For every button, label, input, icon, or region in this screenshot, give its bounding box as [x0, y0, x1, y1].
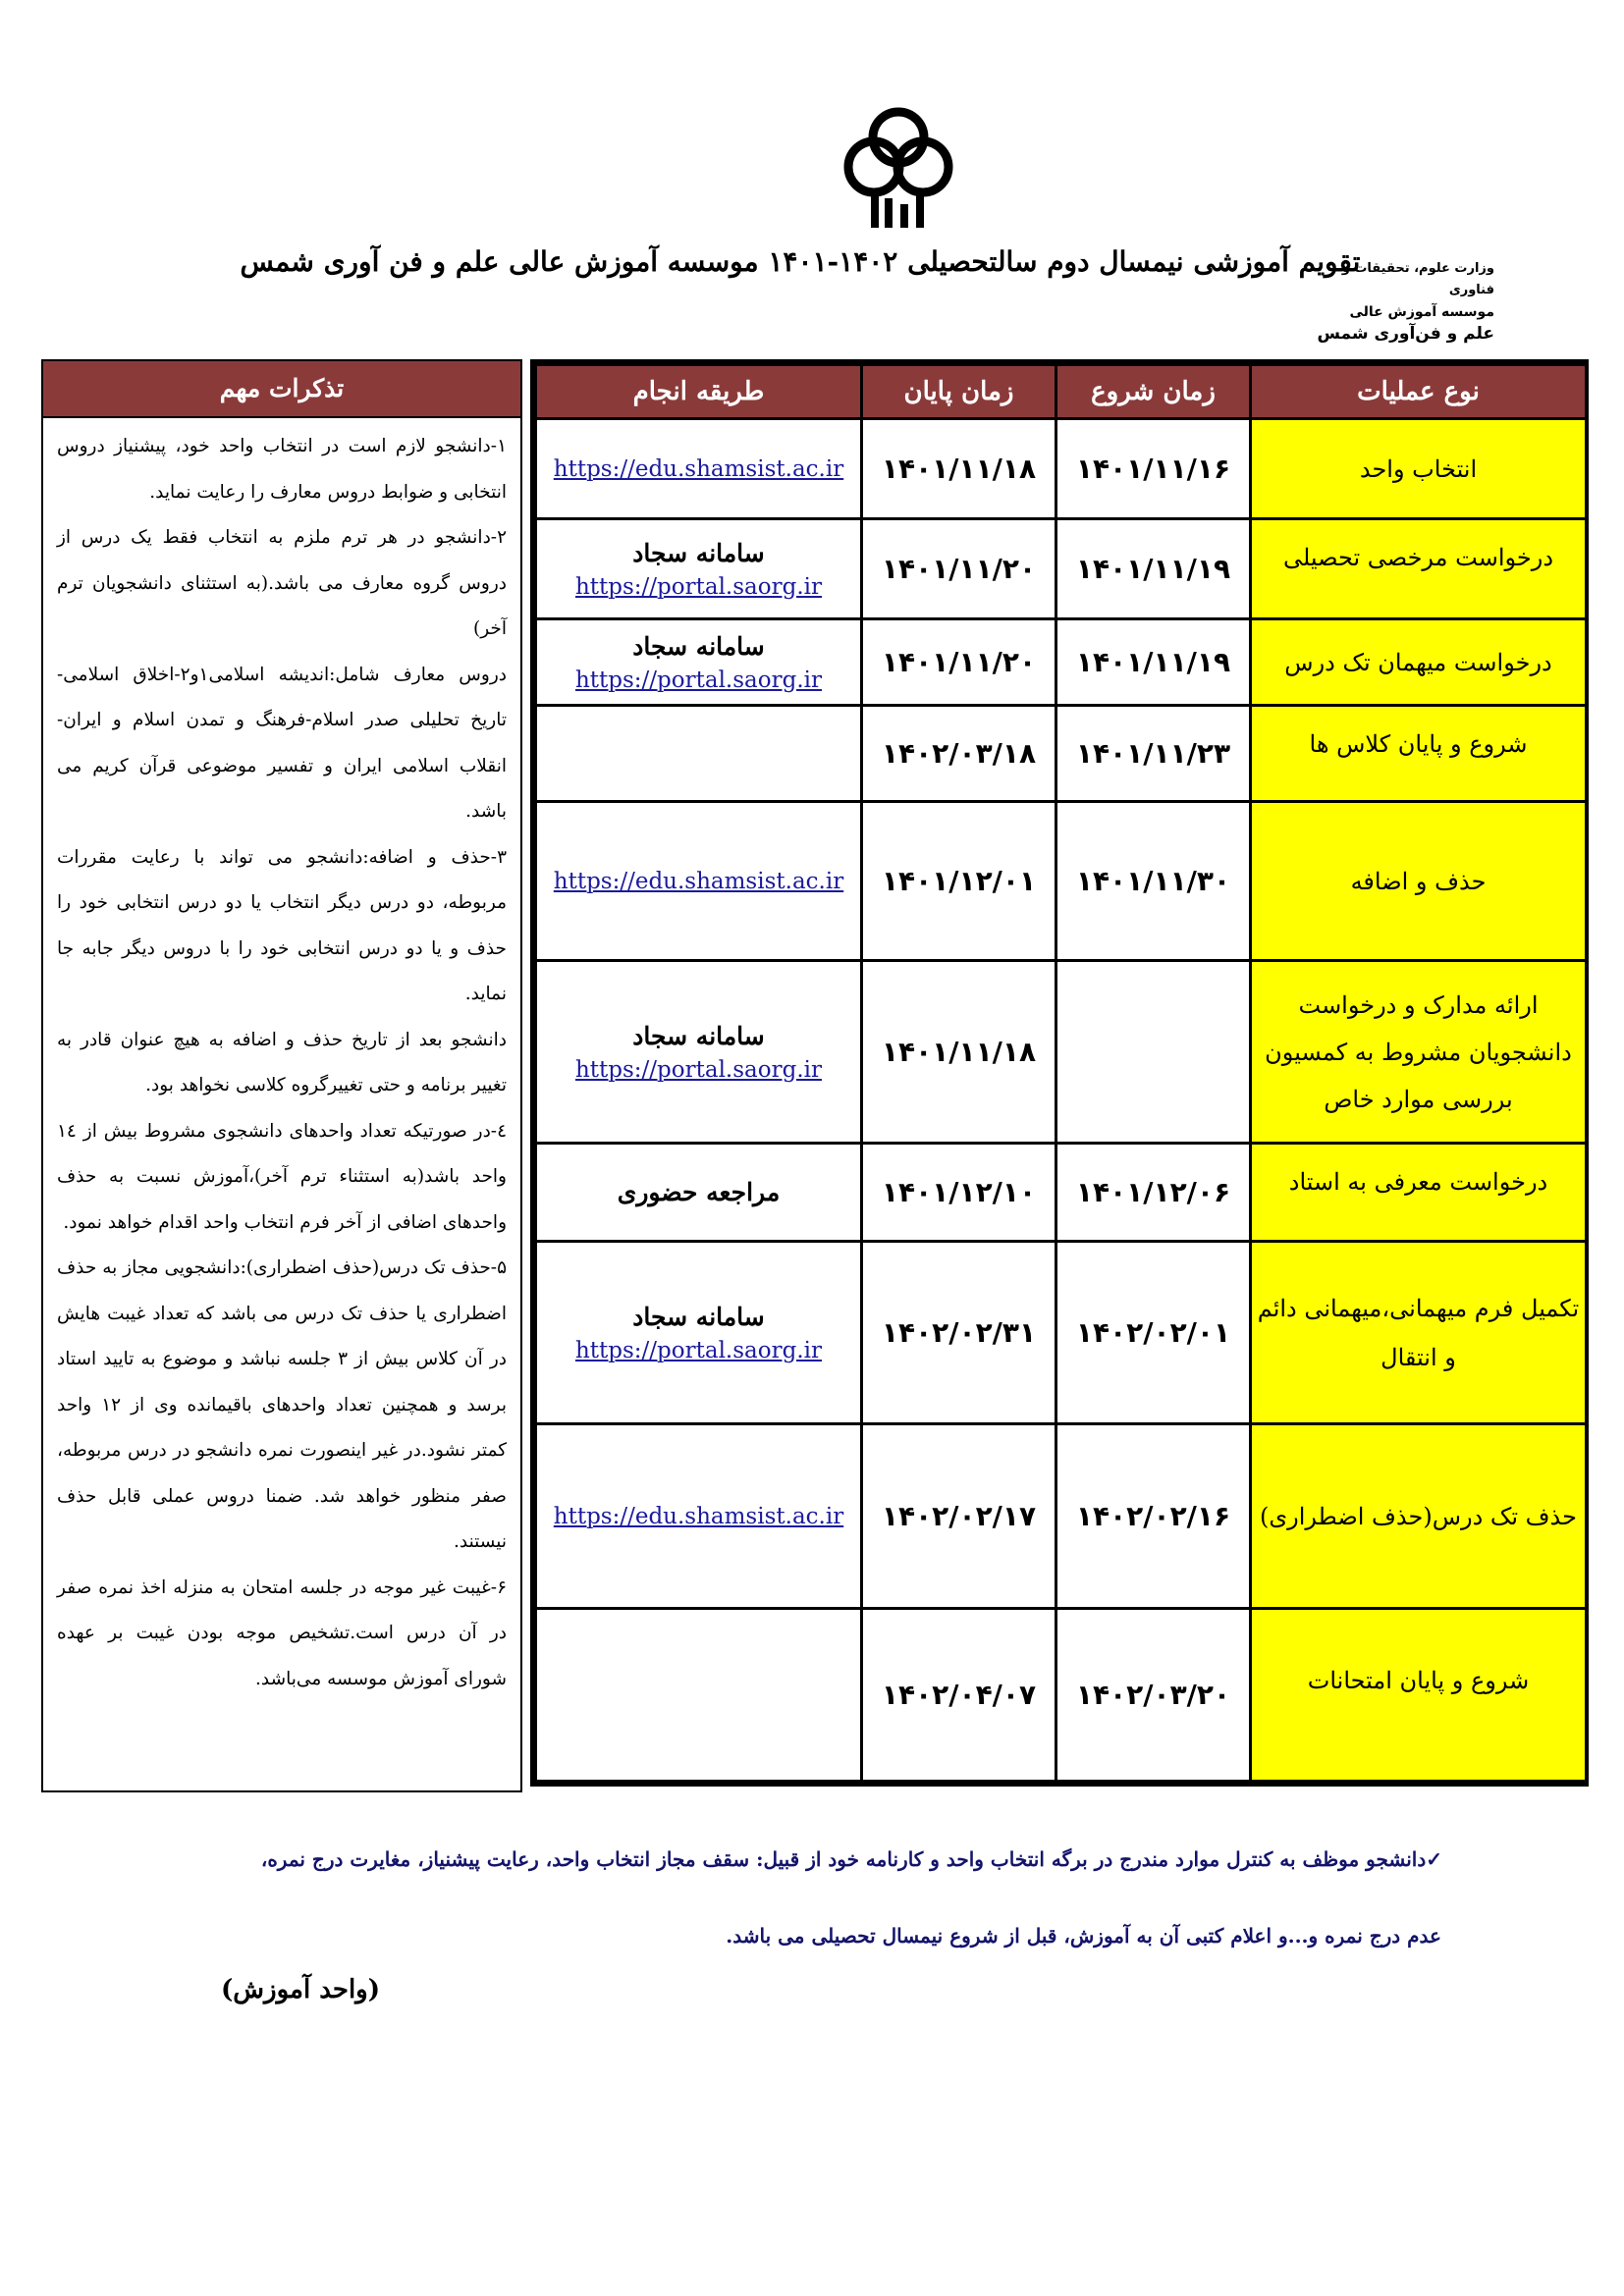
start-date-cell: ۱۴۰۱/۱۱/۱۶ [1056, 419, 1251, 519]
start-date-cell: ۱۴۰۱/۱۱/۲۳ [1056, 706, 1251, 802]
start-date-cell: ۱۴۰۱/۱۱/۱۹ [1056, 519, 1251, 619]
operation-cell: حذف تک درس(حذف اضطراری) [1251, 1424, 1587, 1609]
table-row [536, 419, 1587, 519]
operation-cell: شروع و پایان کلاس ها [1251, 706, 1587, 802]
table-row [536, 802, 1587, 961]
method-title: سامانه سجاد [632, 1302, 765, 1331]
header-end: زمان پایان [862, 365, 1056, 419]
start-date-cell: ۱۴۰۲/۰۳/۲۰ [1056, 1609, 1251, 1782]
end-date-cell: ۱۴۰۱/۱۱/۲۰ [862, 619, 1056, 706]
end-date-cell: ۱۴۰۱/۱۱/۱۸ [862, 961, 1056, 1144]
operation-cell: ارائه مدارک و درخواست دانشجویان مشروط به کمسیون بررسی موارد خاص [1251, 961, 1587, 1144]
end-date-cell: ۱۴۰۱/۱۲/۰۱ [862, 802, 1056, 961]
method-link[interactable]: https://edu.shamsist.ac.ir [553, 868, 844, 894]
footer-note-line2: عدم درج نمره و...و اعلام کتبی آن به آموزش، قبل از شروع نیمسال تحصیلی می باشد. [726, 1924, 1441, 1948]
note-item: دانشجو بعد از تاریخ حذف و اضافه به هیچ عنوان قادر به تغییر برنامه و حتی تغییرگروه کلاسی نخواهد بود. [57, 1029, 507, 1095]
header-start: زمان شروع [1056, 365, 1251, 419]
table-row [536, 1242, 1587, 1424]
end-date-cell: ۱۴۰۲/۰۳/۱۸ [862, 706, 1056, 802]
method-cell [536, 619, 862, 706]
method-cell [536, 1144, 862, 1242]
notes-heading: تذکرات مهم [43, 361, 520, 418]
end-date-cell: ۱۴۰۲/۰۲/۳۱ [862, 1242, 1056, 1424]
note-item: ٤-در صورتیکه تعداد واحدهای دانشجوی مشروط بیش از ١٤ واحد باشد(به استثناء ترم آخر)،آموزش نسبت به حذف واحدهای اضافی از آخر فرم انتخاب واحد اقدام خواهد نمود. [57, 1120, 507, 1233]
operation-cell: درخواست میهمان تک درس [1251, 619, 1587, 706]
method-title: سامانه سجاد [632, 631, 765, 661]
note-item: ۶-غیبت غیر موجه در جلسه امتحان به منزله اخذ نمره صفر در آن درس است.تشخیص موجه بودن غیبت بر عهده شورای آموزش موسسه می‌باشد. [57, 1576, 507, 1689]
method-link[interactable]: https://portal.saorg.ir [574, 1337, 822, 1363]
table-row [536, 619, 1587, 706]
end-date-cell: ۱۴۰۱/۱۱/۲۰ [862, 519, 1056, 619]
method-link[interactable]: https://portal.saorg.ir [574, 667, 822, 693]
page-title: تقویم آموزشی نیمسال دوم سالتحصیلی ۱۴۰۲-۱۴۰۱ موسسه آموزش عالی علم و فن آوری شمس [240, 245, 1361, 278]
method-link[interactable]: https://edu.shamsist.ac.ir [553, 455, 844, 482]
method-cell [536, 706, 862, 802]
note-item: ۵-حذف تک درس(حذف اضطراری):دانشجویی مجاز به حذف اضطراری یا حذف تک درس می باشد که تعداد غیبت هایش در آن کلاس بیش از ۳ جلسه نباشد و موضوع به تایید استاد برسد و همچنین تعداد واحدهای باقیمانده وی از ۱۲ واحد کمتر نشود.در غیر اینصورت نمره دانشجو در درس مربوطه، صفر منظور خواهد شد. ضمنا دروس عملی قابل حذف نیستند. [57, 1257, 507, 1552]
method-link[interactable]: https://portal.saorg.ir [574, 573, 822, 600]
end-date-cell: ۱۴۰۲/۰۴/۰۷ [862, 1609, 1056, 1782]
header-method: طریقه انجام [536, 365, 862, 419]
signature: (واحد آموزش) [221, 1975, 381, 2004]
method-link[interactable]: https://edu.shamsist.ac.ir [553, 1503, 844, 1529]
footer-note-line1: ✓دانشجو موظف به کنترل موارد مندرج در برگه انتخاب واحد و کارنامه خود از قبیل: سقف مجاز انتخاب واحد، رعایت پیشنیاز، مغایرت درج نمره، [260, 1847, 1442, 1871]
start-date-cell: ۱۴۰۲/۰۲/۱۶ [1056, 1424, 1251, 1609]
logo-institute-line: موسسه آموزش عالی [1349, 304, 1494, 320]
method-cell [536, 1242, 862, 1424]
start-date-cell: ۱۴۰۱/۱۲/۰۶ [1056, 1144, 1251, 1242]
end-date-cell: ۱۴۰۱/۱۲/۱۰ [862, 1144, 1056, 1242]
header-operation: نوع عملیات [1251, 365, 1587, 419]
notes-body [43, 418, 520, 1702]
table-row [536, 961, 1587, 1144]
note-item: ۲-دانشجو در هر ترم ملزم به انتخاب فقط یک درس از دروس گروه معارف می باشد.(به استثنای دانشجویان ترم آخر) [57, 527, 507, 639]
method-link[interactable]: https://portal.saorg.ir [574, 1056, 822, 1083]
operation-cell: حذف و اضافه [1251, 802, 1587, 961]
logo-emblem-icon [830, 98, 967, 236]
table-row [536, 1144, 1587, 1242]
operation-cell: تکمیل فرم میهمانی،میهمانی دائم و انتقال [1251, 1242, 1587, 1424]
end-date-cell: ۱۴۰۲/۰۲/۱۷ [862, 1424, 1056, 1609]
method-title: سامانه سجاد [632, 538, 765, 567]
method-title: سامانه سجاد [632, 1021, 765, 1050]
operation-cell: شروع و پایان امتحانات [1251, 1609, 1587, 1782]
operation-cell: درخواست معرفی به استاد [1251, 1144, 1587, 1242]
start-date-cell: ۱۴۰۲/۰۲/۰۱ [1056, 1242, 1251, 1424]
end-date-cell: ۱۴۰۱/۱۱/۱۸ [862, 419, 1056, 519]
table-row [536, 519, 1587, 619]
schedule-table [530, 359, 1589, 1787]
method-title: مراجعه حضوری [617, 1177, 781, 1206]
start-date-cell [1056, 961, 1251, 1144]
method-cell [536, 961, 862, 1144]
table-row [536, 1609, 1587, 1782]
note-item: ۱-دانشجو لازم است در انتخاب واحد خود، پیشنیاز دروس انتخابی و ضوابط دروس معارف را رعایت نماید. [57, 436, 507, 503]
table-header-row [536, 365, 1587, 419]
method-cell [536, 519, 862, 619]
start-date-cell: ۱۴۰۱/۱۱/۱۹ [1056, 619, 1251, 706]
method-cell [536, 802, 862, 961]
method-cell [536, 1424, 862, 1609]
operation-cell: درخواست مرخصی تحصیلی [1251, 519, 1587, 619]
note-item: دروس معارف شامل:اندیشه اسلامی۱و۲-اخلاق اسلامی-تاریخ تحلیلی صدر اسلام-فرهنگ و تمدن اسلام و ایران-انقلاب اسلامی ایران و تفسیر موضوعی قرآن کریم می باشد. [57, 664, 507, 822]
table-row [536, 1424, 1587, 1609]
logo-ministry-line: وزارت علوم، تحقیقات و فناوری [1341, 261, 1494, 297]
note-item: ۳-حذف و اضافه:دانشجو می تواند با رعایت مقررات مربوطه، دو درس دیگر انتخاب یا دو درس انتخابی خود را حذف و یا دو درس انتخابی خود را با دروس دیگر جابه جا نماید. [57, 846, 507, 1004]
method-cell [536, 1609, 862, 1782]
start-date-cell: ۱۴۰۱/۱۱/۳۰ [1056, 802, 1251, 961]
table-row [536, 706, 1587, 802]
operation-cell: انتخاب واحد [1251, 419, 1587, 519]
method-cell [536, 419, 862, 519]
important-notes-box [41, 359, 522, 1792]
logo-name-line: علم و فن‌آوری شمس [1317, 324, 1494, 344]
